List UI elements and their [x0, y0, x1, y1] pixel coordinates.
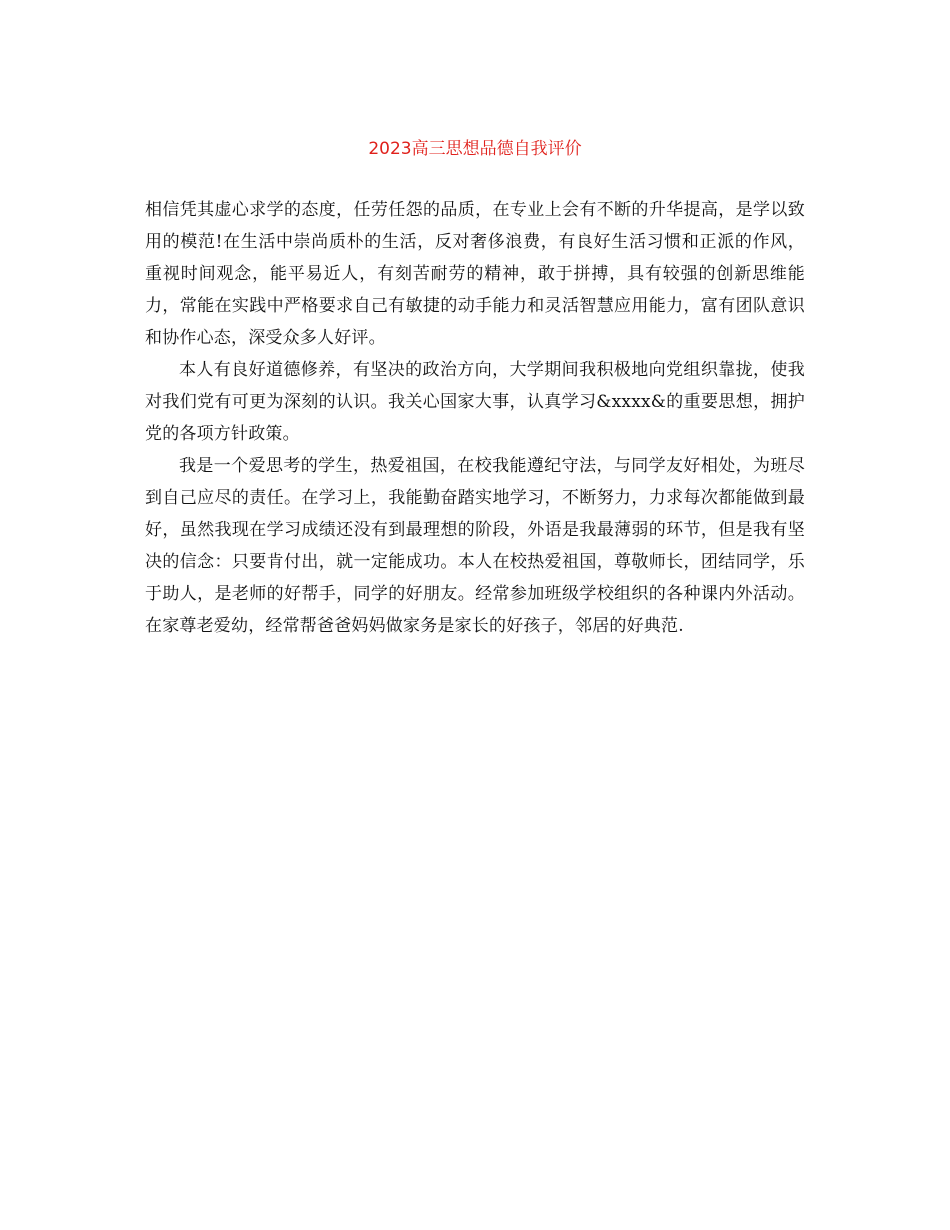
document-title: 2023高三思想品德自我评价: [368, 139, 582, 159]
paragraph-1: 相信凭其虚心求学的态度，任劳任怨的品质，在专业上会有不断的升华提高，是学以致用的模范!在生活中崇尚质朴的生活，反对奢侈浪费，有良好生活习惯和正派的作风，重视时间观念，能平易近人，有刻苦耐劳的精神，敢于拼搏，具有较强的创新思维能力，常能在实践中严格要求自己有敏捷的动手能力和灵活智慧应用能力，富有团队意识和协作心态，深受众多人好评。: [145, 200, 805, 348]
document-body: [145, 194, 805, 642]
paragraph-3: 我是一个爱思考的学生，热爱祖国，在校我能遵纪守法，与同学友好相处，为班尽到自己应尽的责任。在学习上，我能勤奋踏实地学习，不断努力，力求每次都能做到最好，虽然我现在学习成绩还没有到最理想的阶段，外语是我最薄弱的环节，但是我有坚决的信念：只要肯付出，就一定能成功。本人在校热爱祖国，尊敬师长，团结同学，乐于助人，是老师的好帮手，同学的好朋友。经常参加班级学校组织的各种课内外活动。在家尊老爱幼，经常帮爸爸妈妈做家务是家长的好孩子，邻居的好典范.: [145, 456, 805, 636]
paragraph-2: 本人有良好道德修养，有坚决的政治方向，大学期间我积极地向党组织靠拢，使我对我们党有可更为深刻的认识。我关心国家大事，认真学习&xxxx&的重要思想，拥护党的各项方针政策。: [145, 360, 805, 444]
